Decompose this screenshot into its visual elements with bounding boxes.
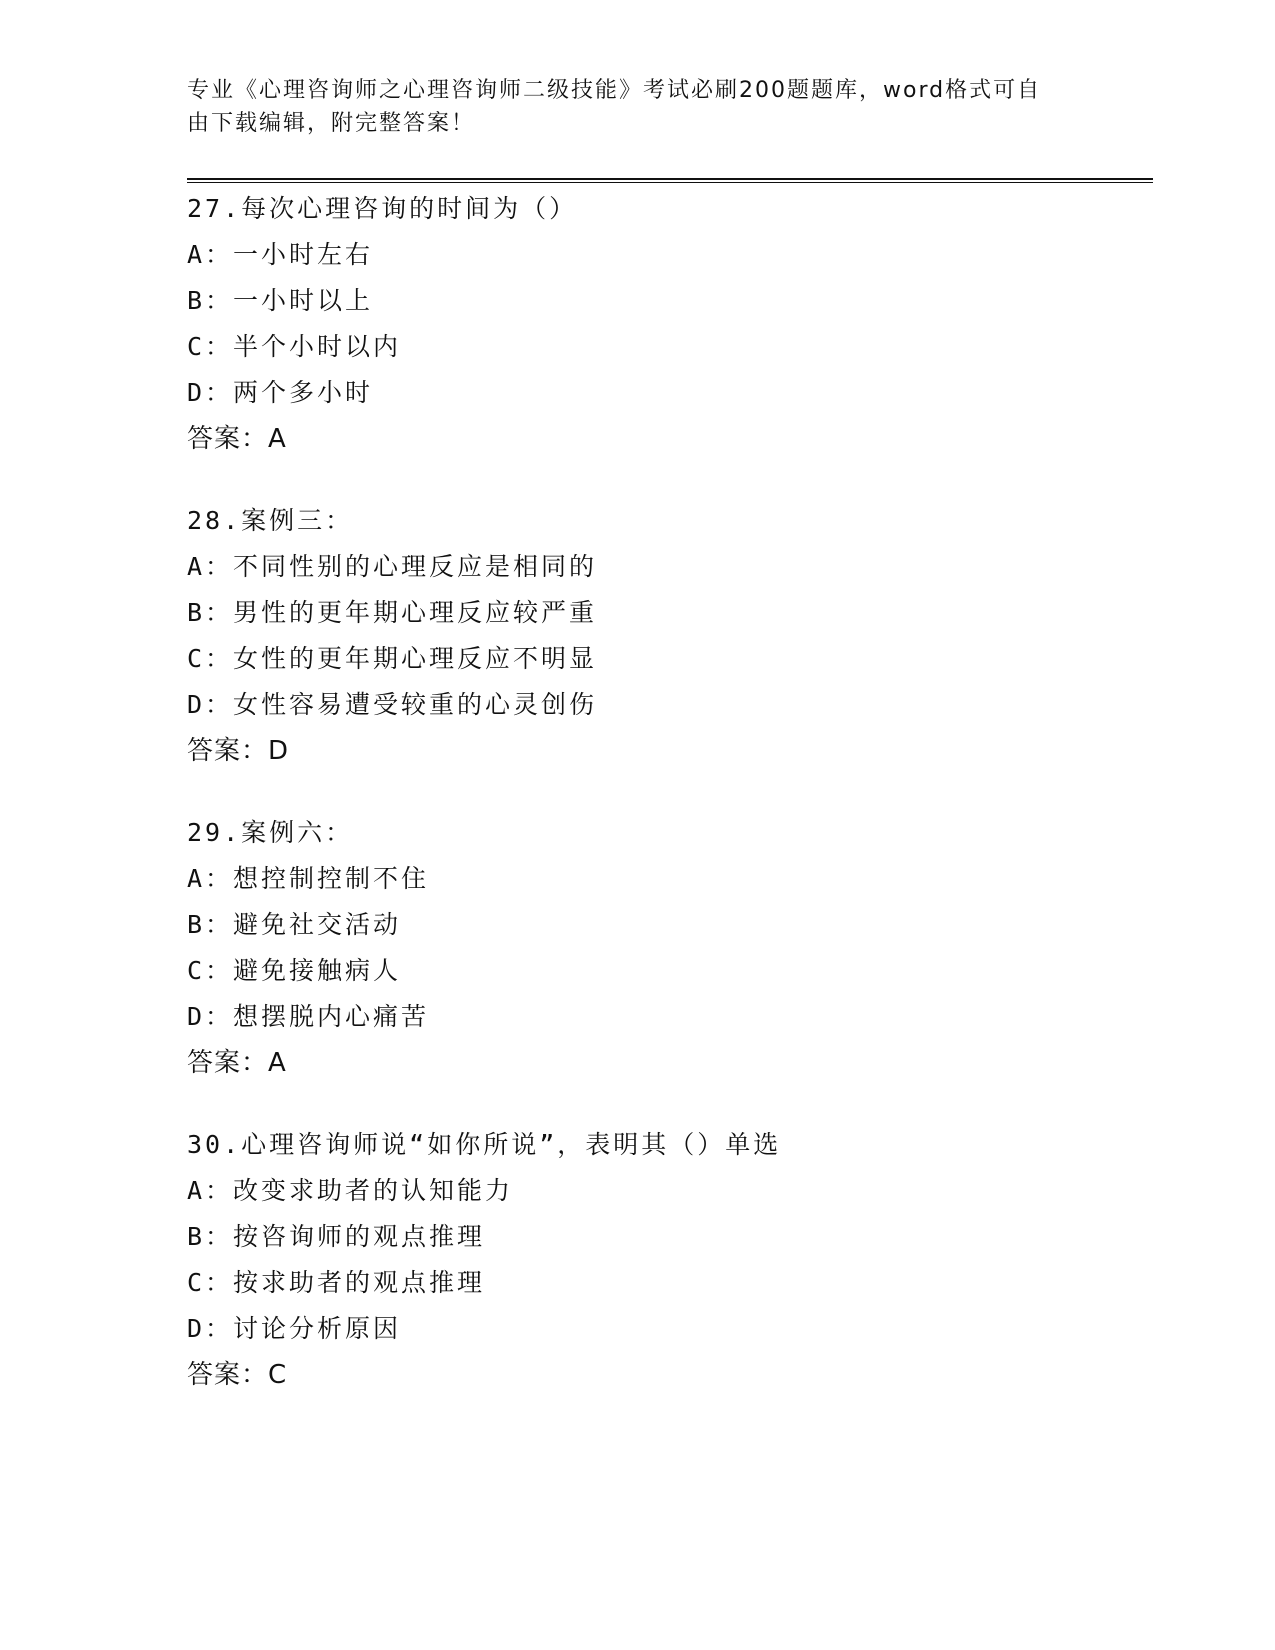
option-d: D：讨论分析原因	[187, 1314, 402, 1343]
question-title: 27.每次心理咨询的时间为（）	[187, 194, 578, 223]
option-c: C：避免接触病人	[187, 956, 402, 985]
question-title: 28.案例三：	[187, 506, 354, 535]
header-divider-thin	[187, 182, 1153, 183]
option-b: B：避免社交活动	[187, 910, 402, 939]
option-d: D：两个多小时	[187, 378, 374, 407]
option-c: C：女性的更年期心理反应不明显	[187, 644, 598, 673]
option-b: B：按咨询师的观点推理	[187, 1222, 486, 1251]
header-line-1: 专业《心理咨询师之心理咨询师二级技能》考试必刷200题题库，word格式可自	[187, 78, 1042, 103]
question-title: 30.心理咨询师说“如你所说”，表明其（）单选	[187, 1130, 782, 1159]
option-a: A：改变求助者的认知能力	[187, 1176, 514, 1205]
option-a: A：一小时左右	[187, 240, 374, 269]
option-d: D：女性容易遭受较重的心灵创伤	[187, 690, 598, 719]
option-a: A：想控制控制不住	[187, 864, 430, 893]
question-27	[187, 186, 1137, 462]
answer-line: 答案：D	[187, 736, 290, 766]
answer-line: 答案：A	[187, 1048, 287, 1078]
option-b: B：一小时以上	[187, 286, 374, 315]
option-c: C：按求助者的观点推理	[187, 1268, 486, 1297]
option-b: B：男性的更年期心理反应较严重	[187, 598, 598, 627]
question-28	[187, 498, 1137, 774]
question-29	[187, 810, 1137, 1086]
header-line-2: 由下载编辑，附完整答案！	[187, 111, 476, 136]
option-d: D：想摆脱内心痛苦	[187, 1002, 430, 1031]
answer-line: 答案：A	[187, 424, 287, 454]
header-divider-thick	[187, 178, 1153, 180]
question-list	[187, 186, 1137, 1434]
question-30	[187, 1122, 1137, 1398]
question-title: 29.案例六：	[187, 818, 354, 847]
document-header	[187, 74, 1067, 140]
option-c: C：半个小时以内	[187, 332, 402, 361]
answer-line: 答案：C	[187, 1360, 288, 1390]
option-a: A：不同性别的心理反应是相同的	[187, 552, 598, 581]
